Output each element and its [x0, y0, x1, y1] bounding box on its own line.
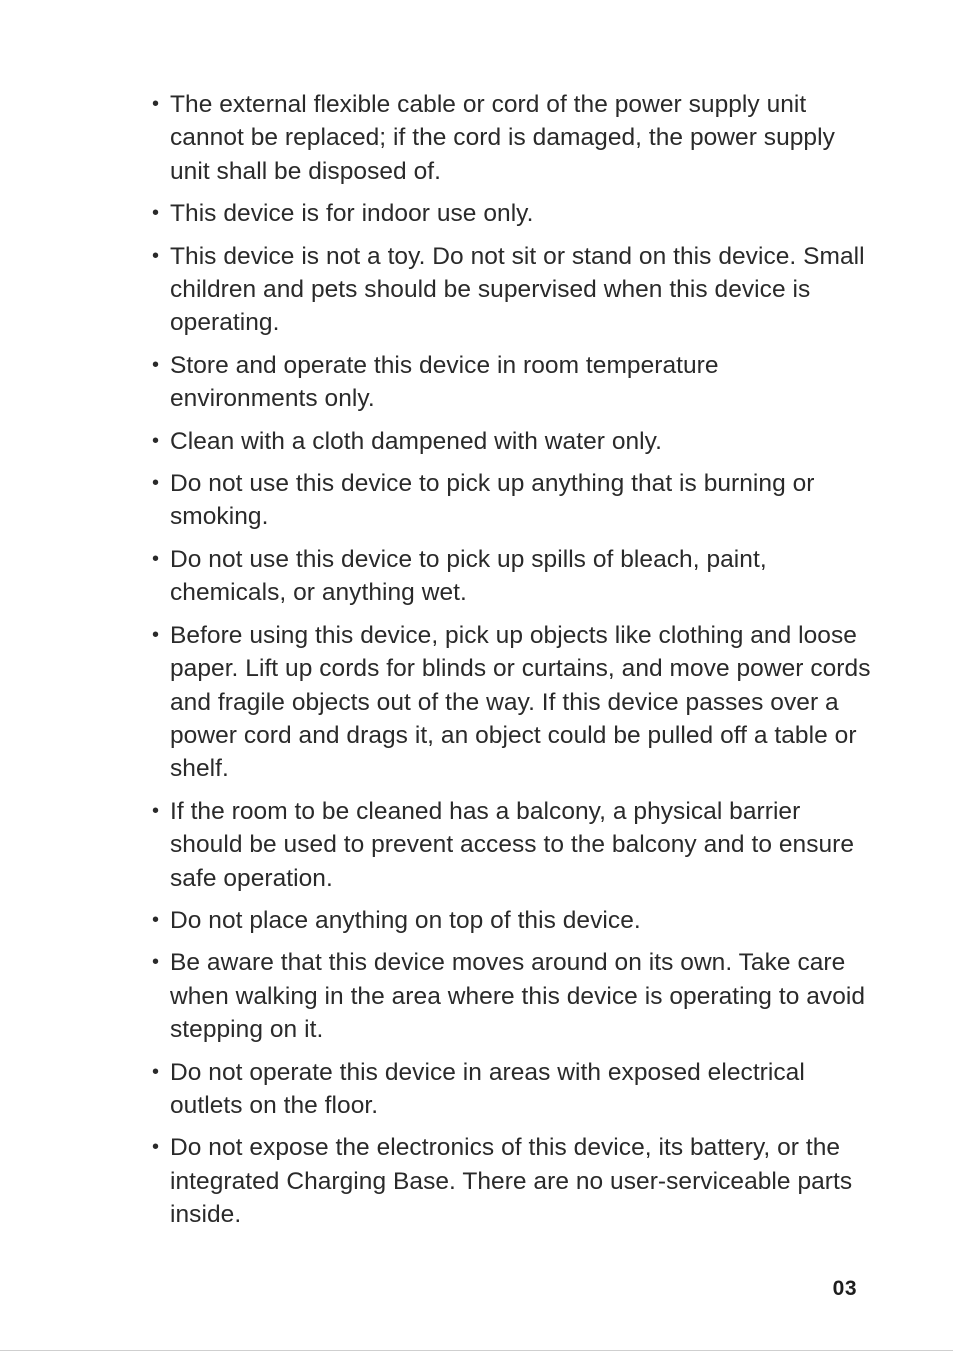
- bullet-icon: •: [152, 623, 160, 646]
- list-item-text: The external flexible cable or cord of the power supply unit cannot be replaced; if the cord is damaged, the power supply unit shall be disposed of.: [170, 91, 835, 185]
- list-item-text: Do not place anything on top of this device.: [170, 906, 641, 934]
- list-item: [152, 425, 872, 458]
- list-item-text: Before using this device, pick up objects like clothing and loose paper. Lift up cords for blinds or curtains, and move power cords and fragile objects out of the way. If this device passes over a power cord and drags it, an object could be pulled off a table or shelf.: [170, 621, 871, 783]
- list-item: [152, 619, 872, 786]
- list-item: [152, 88, 872, 188]
- list-item: [152, 795, 872, 895]
- bullet-icon: •: [152, 353, 160, 376]
- list-item: [152, 1056, 872, 1123]
- list-item: [152, 349, 872, 416]
- list-item-text: Clean with a cloth dampened with water only.: [170, 427, 663, 455]
- bullet-icon: •: [152, 1136, 160, 1159]
- bullet-icon: •: [152, 799, 160, 822]
- bullet-icon: •: [152, 93, 160, 115]
- page-number: 03: [832, 1277, 857, 1300]
- list-item-text: Do not use this device to pick up spills of bleach, paint, chemicals, or anything wet.: [170, 545, 767, 607]
- list-item: [152, 1131, 872, 1231]
- list-item-text: Do not operate this device in areas with exposed electrical outlets on the floor.: [170, 1058, 805, 1119]
- bullet-icon: •: [152, 951, 160, 974]
- list-item-text: Do not use this device to pick up anything that is burning or smoking.: [170, 470, 815, 531]
- bullet-icon: •: [152, 244, 160, 267]
- list-item: [152, 904, 872, 937]
- safety-instructions-list: [152, 88, 872, 1241]
- list-item: [152, 240, 872, 340]
- list-item-text: Do not expose the electronics of this device, its battery, or the integrated Charging Base. There are no user-serviceable parts inside.: [170, 1134, 853, 1229]
- list-item-text: Store and operate this device in room temperature environments only.: [170, 351, 719, 413]
- list-item: [152, 543, 872, 610]
- bullet-icon: •: [152, 202, 160, 225]
- page-bottom-divider: [0, 1350, 953, 1351]
- bullet-icon: •: [152, 908, 160, 931]
- bullet-icon: •: [152, 1060, 160, 1083]
- list-item-text: If the room to be cleaned has a balcony, a physical barrier should be used to prevent access to the balcony and to ensure safe operation.: [170, 797, 855, 892]
- list-item: [152, 946, 872, 1046]
- bullet-icon: •: [152, 547, 160, 570]
- list-item: [152, 197, 872, 230]
- list-item-text: Be aware that this device moves around on its own. Take care when walking in the area where this device is operating to avoid stepping on it.: [170, 949, 866, 1044]
- list-item-text: This device is for indoor use only.: [170, 200, 534, 228]
- list-item-text: This device is not a toy. Do not sit or stand on this device. Small children and pets should be supervised when this device is operating.: [170, 242, 865, 337]
- list-item: [152, 467, 872, 534]
- bullet-icon: •: [152, 429, 160, 452]
- bullet-icon: •: [152, 472, 160, 495]
